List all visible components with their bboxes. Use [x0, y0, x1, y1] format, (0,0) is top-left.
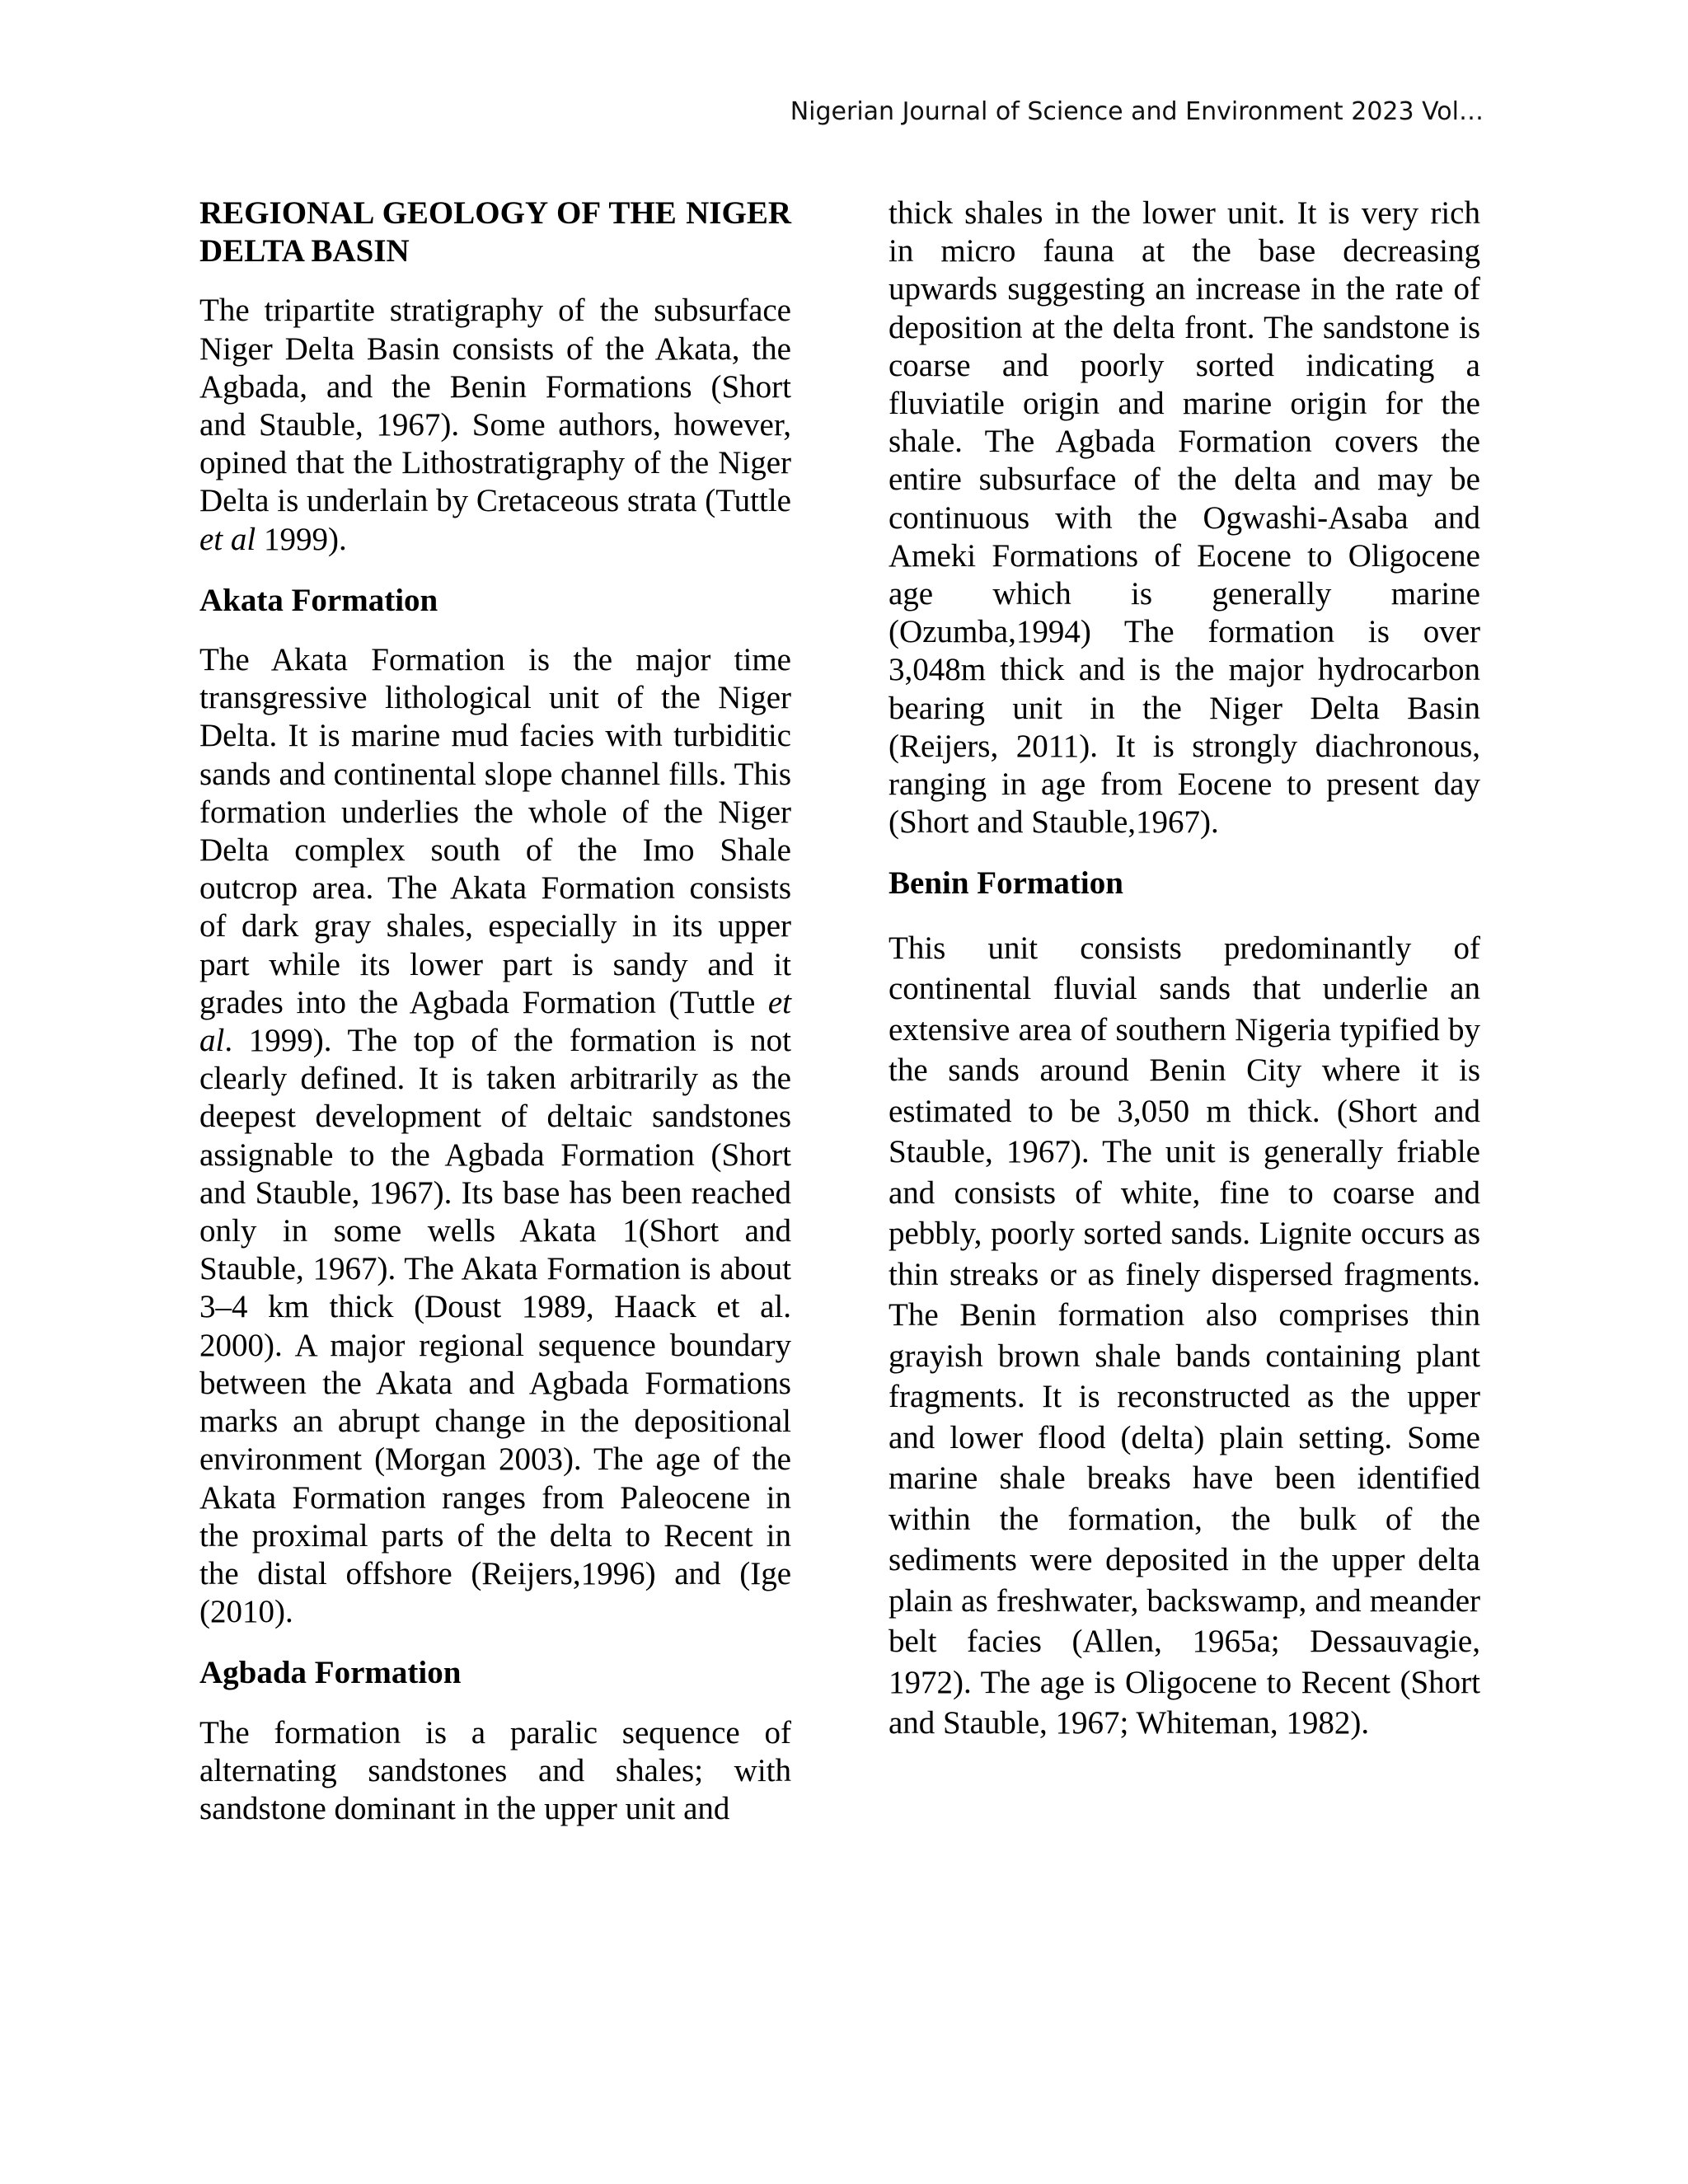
right-column	[889, 194, 1480, 1744]
agbada-heading: Agbada Formation	[199, 1655, 462, 1691]
intro-paragraph	[199, 292, 791, 558]
intro-italic: et al	[199, 521, 256, 557]
running-header: Nigerian Journal of Science and Environment 2023 Vol…	[790, 97, 1484, 126]
section-title: REGIONAL GEOLOGY OF THE NIGER DELTA BASIN	[199, 195, 791, 269]
agbada-paragraph-continued: thick shales in the lower unit. It is very rich in micro fauna at the base decreasing upwards suggesting an increase in the rate of deposition at the delta front. The sandstone is coarse and poorly sorted indicating a fluviatile origin and marine origin for the shale. The Agbada Formation covers the entire subsurface of the delta and may be continuous with the Ogwashi-Asaba and Ameki Formations of Eocene to Oligocene age which is generally marine (Ozumba,1994) The formation is over 3,048m thick and is the major hydrocarbon bearing unit in the Niger Delta Basin (Reijers, 2011). It is strongly diachronous, ranging in age from Eocene to present day (Short and Stauble,1967).	[889, 195, 1480, 841]
benin-heading: Benin Formation	[889, 865, 1123, 902]
akata-text-1: The Akata Formation is the major time transgressive lithological unit of the Niger Delta. It is marine mud facies with turbiditic sands and continental slope channel fills. This formation underlies the whole of the Niger Delta complex south of the Imo Shale outcrop area. The Akata Formation consists of dark gray shales, especially in its upper part while its lower part is sandy and it grades into the Agbada Formation (Tuttle	[199, 642, 791, 1020]
intro-text-1: The tripartite stratigraphy of the subsurface Niger Delta Basin consists of the Akata, the Agbada, and the Benin Formations (Short and Stauble, 1967). Some authors, however, opined that the Lithostratigraphy of the Niger Delta is underlain by Cretaceous strata (Tuttle	[199, 293, 791, 519]
akata-italic: et al	[199, 984, 791, 1059]
akata-heading: Akata Formation	[199, 582, 438, 618]
akata-paragraph	[199, 641, 791, 1631]
left-column	[199, 194, 791, 1828]
akata-text-2: . 1999). The top of the formation is not clearly defined. It is taken arbitrarily as the deepest development of deltaic sandstones assignable to the Agbada Formation (Short and Stauble, 1967). Its base has been reached only in some wells Akata 1(Short and Stauble, 1967). The Akata Formation is about 3–4 km thick (Doust 1989, Haack et al. 2000). A major regional sequence boundary between the Akata and Agbada Formations marks an abrupt change in the depositional environment (Morgan 2003). The age of the Akata Formation ranges from Paleocene in the proximal parts of the delta to Recent in the distal offshore (Reijers,1996) and (Ige (2010).	[199, 1023, 791, 1630]
agbada-paragraph-start: The formation is a paralic sequence of alternating sandstones and shales; with sandstone dominant in the upper unit and	[199, 1714, 791, 1826]
intro-text-2: 1999).	[256, 521, 347, 557]
benin-paragraph: This unit consists predominantly of continental fluvial sands that underlie an extensive area of southern Nigeria typified by the sands around Benin City where it is estimated to be 3,050 m thick. (Short and Stauble, 1967). The unit is generally friable and consists of white, fine to coarse and pebbly, poorly sorted sands. Lignite occurs as thin streaks or as finely dispersed fragments. The Benin formation also comprises thin grayish brown shale bands containing plant fragments. It is reconstructed as the upper and lower flood (delta) plain setting. Some marine shale breaks have been identified within the formation, the bulk of the sediments were deposited in the upper delta plain as freshwater, backswamp, and meander belt facies (Allen, 1965a; Dessauvagie, 1972). The age is Oligocene to Recent (Short and Stauble, 1967; Whiteman, 1982).	[889, 930, 1480, 1741]
